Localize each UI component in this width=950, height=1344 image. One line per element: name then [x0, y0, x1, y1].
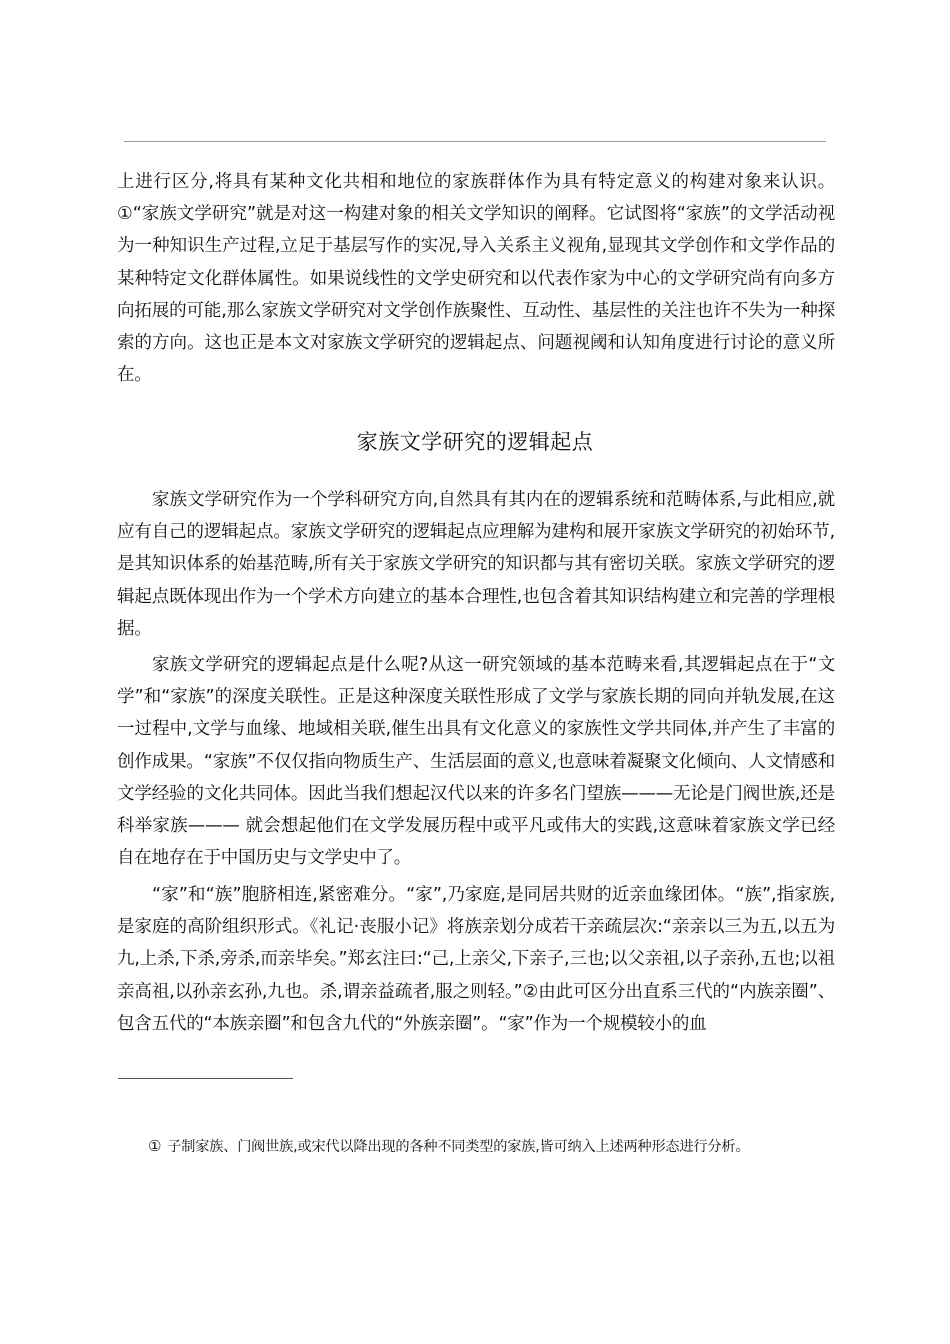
section-heading: 家族文学研究的逻辑起点 — [356, 430, 594, 454]
section-paragraph-3: “家”和“族”胞脐相连,紧密难分。“家”,乃家庭,是同居共财的近亲血缘团体。“族”,指家族,是家庭的高阶组织形式。《礼记·丧服小记》将族亲划分成若干亲疏层次:“亲亲以三为五,以五为九,上杀,下杀,旁杀,而亲毕矣。”郑玄注曰:“己,上亲父,下亲子,三也;以父亲祖,以子亲孙,五也;以祖亲高祖,以孙亲玄孙,九也。杀,谓亲益疏者,服之则轻。”②由此可区分出直系三代的“内族亲圈”、包含五代的“本族亲圈”和包含九代的“外族亲圈”。“家”作为一个规模较小的血 — [117, 885, 835, 1034]
intro-paragraph: 上进行区分,将具有某种文化共相和地位的家族群体作为具有特定意义的构建对象来认识。①“家族文学研究”就是对这一构建对象的相关文学知识的阐释。它试图将“家族”的文学活动视为一种知识生产过程,立足于基层写作的实况,导入关系主义视角,显现其文学创作和文学作品的某种特定文化群体属性。如果说线性的文学史研究和以代表作家为中心的文学研究尚有向多方向拓展的可能,那么家族文学研究对文学创作族聚性、互动性、基层性的关注也许不失为一种探索的方向。这也正是本文对家族文学研究的逻辑起点、问题视阈和认知角度进行讨论的意义所在。 — [117, 172, 835, 386]
footnote-rule — [118, 1078, 293, 1079]
section-paragraph-2: 家族文学研究的逻辑起点是什么呢?从这一研究领域的基本范畴来看,其逻辑起点在于“文学”和“家族”的深度关联性。正是这种深度关联性形成了文学与家族长期的同向并轨发展,在这一过程中,文学与血缘、地域相关联,催生出具有文化意义的家族性文学共同体,并产生了丰富的创作成果。“家族”不仅仅指向物质生产、生活层面的意义,也意味着凝聚文化倾向、人文情感和文学经验的文化共同体。因此当我们想起汉代以来的许多名门望族———无论是门阀世族,还是科举家族——— 就会想起他们在文学发展历程中或平凡或伟大的实践,这意味着家族文学已经自在地存在于中国历史与文学史中了。 — [117, 655, 835, 869]
section-paragraph-1: 家族文学研究作为一个学科研究方向,自然具有其内在的逻辑系统和范畴体系,与此相应,就应有自己的逻辑起点。家族文学研究的逻辑起点应理解为建构和展开家族文学研究的初始环节,是其知识体系的始基范畴,所有关于家族文学研究的知识都与其有密切关联。家族文学研究的逻辑起点既体现出作为一个学术方向建立的基本合理性,也包含着其知识结构建立和完善的学理根据。 — [117, 490, 835, 639]
header-rule — [124, 141, 826, 142]
footnote-marker: ① — [148, 1137, 162, 1155]
footnote — [148, 1135, 848, 1158]
footnote-text: 子制家族、门阀世族,或宋代以降出现的各种不同类型的家族,皆可纳入上述两种形态进行分析。 — [167, 1139, 750, 1155]
